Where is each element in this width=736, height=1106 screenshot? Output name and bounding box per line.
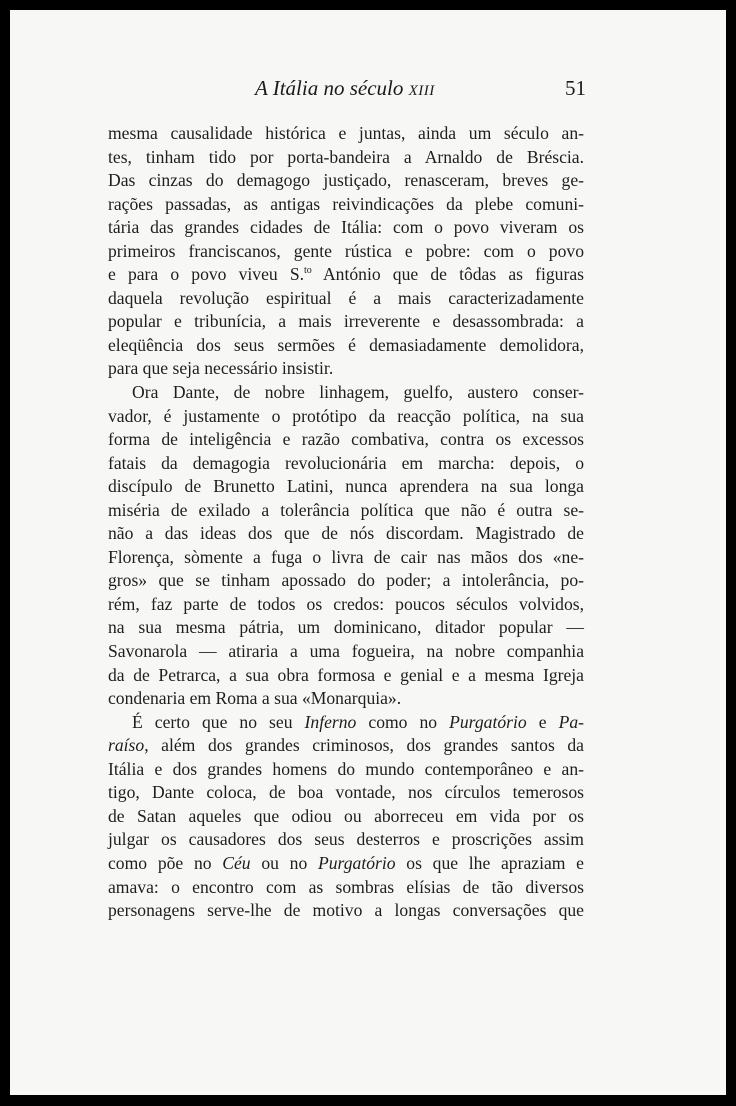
text-line: discípulo de Brunetto Latini, nunca aprendera na sua longa [108, 476, 584, 497]
body-text [108, 122, 584, 923]
text-line: eleqüência dos seus sermões é demasiadamente demolidora, [108, 334, 584, 355]
title-purgatorio: Purgatório [449, 711, 527, 732]
text-line: amava: o encontro com as sombras elísias de tão diversos [108, 876, 584, 897]
text-line: popular e tribunícia, a mais irreverente e desassombrada: a [108, 311, 584, 332]
text-line: É certo que no seu Inferno como no Purgatório e Pa- [132, 711, 584, 732]
text-line: rações passadas, as antigas reivindicações da plebe comuni- [108, 193, 584, 214]
text-line: Itália e dos grandes homens do mundo contemporâneo e an- [108, 758, 584, 779]
running-title-text: A Itália no século [255, 76, 404, 100]
text-line: tes, tinham tido por porta-bandeira a Arnaldo de Bréscia. [108, 146, 584, 167]
text-line: vador, é justamente o protótipo da reacção política, na sua [108, 405, 584, 426]
running-title-century: XIII [408, 83, 435, 99]
title-paraiso-end: raíso [108, 735, 145, 756]
text-line: Florença, sòmente a fuga o livra de cair nas mãos dos «ne- [108, 546, 584, 567]
page-header [10, 76, 726, 106]
text-line: Savonarola — atiraria a uma fogueira, na nobre companhia [108, 641, 584, 662]
text-line: gros» que se tinham apossado do poder; a intolerância, po- [108, 570, 584, 591]
title-inferno: Inferno [304, 711, 357, 732]
text-line: como põe no Céu ou no Purgatório os que lhe apraziam e [108, 852, 584, 873]
text-line: Das cinzas do demagogo justiçado, renasceram, breves ge- [108, 170, 584, 191]
text-line: não a das ideas dos que de nós discordam. Magistrado de [108, 523, 584, 544]
text-line: raíso, além dos grandes criminosos, dos grandes santos da [108, 735, 584, 756]
text-line: de Satan aqueles que odiou ou aborreceu em vida por os [108, 805, 584, 826]
text-line: forma de inteligência e razão combativa, contra os excessos [108, 429, 584, 450]
text-line: tária das grandes cidades de Itália: com o povo viveram os [108, 217, 584, 238]
paragraph-3 [108, 711, 584, 923]
text-line: da de Petrarca, a sua obra formosa e genial e a mesma Igreja [108, 664, 584, 685]
text-line: para que seja necessário insistir. [108, 358, 334, 379]
superscript-to: to [304, 265, 312, 277]
book-page [10, 10, 726, 1095]
text-line: Ora Dante, de nobre linhagem, guelfo, austero conser- [132, 382, 584, 403]
title-purgatorio-2: Purgatório [317, 852, 396, 873]
paragraph-1 [108, 122, 584, 381]
paragraph-2 [108, 381, 584, 711]
text-line: na sua mesma pátria, um dominicano, ditador popular — [108, 617, 584, 638]
text-line: personagens serve-lhe de motivo a longas conversações que [108, 900, 584, 921]
text-line: daquela revolução espiritual é a mais caracterizadamente [108, 287, 584, 308]
text-line: e para o povo viveu S.$^{to}$ António que de tôdas as figuras [108, 264, 584, 285]
text-line: rém, faz parte de todos os credos: poucos séculos volvidos, [108, 593, 584, 614]
text-line: primeiros franciscanos, gente rústica e pobre: com o povo [108, 240, 584, 261]
text-line: fatais da demagogia revolucionária em marcha: depois, o [108, 452, 584, 473]
text-line: julgar os causadores dos seus desterros e proscrições assim [108, 829, 584, 850]
page-number: 51 [565, 76, 586, 100]
text-line: miséria de exilado a tolerância política que não é outra se- [108, 499, 584, 520]
running-title [255, 76, 435, 101]
text-line: tigo, Dante coloca, de boa vontade, nos círculos temerosos [108, 782, 584, 803]
title-paraiso: Pa- [558, 711, 584, 732]
text-line: condenaria em Roma a sua «Monarquia». [108, 688, 402, 709]
title-ceu: Céu [222, 852, 251, 873]
text-line: mesma causalidade histórica e juntas, ainda um século an- [108, 123, 584, 143]
